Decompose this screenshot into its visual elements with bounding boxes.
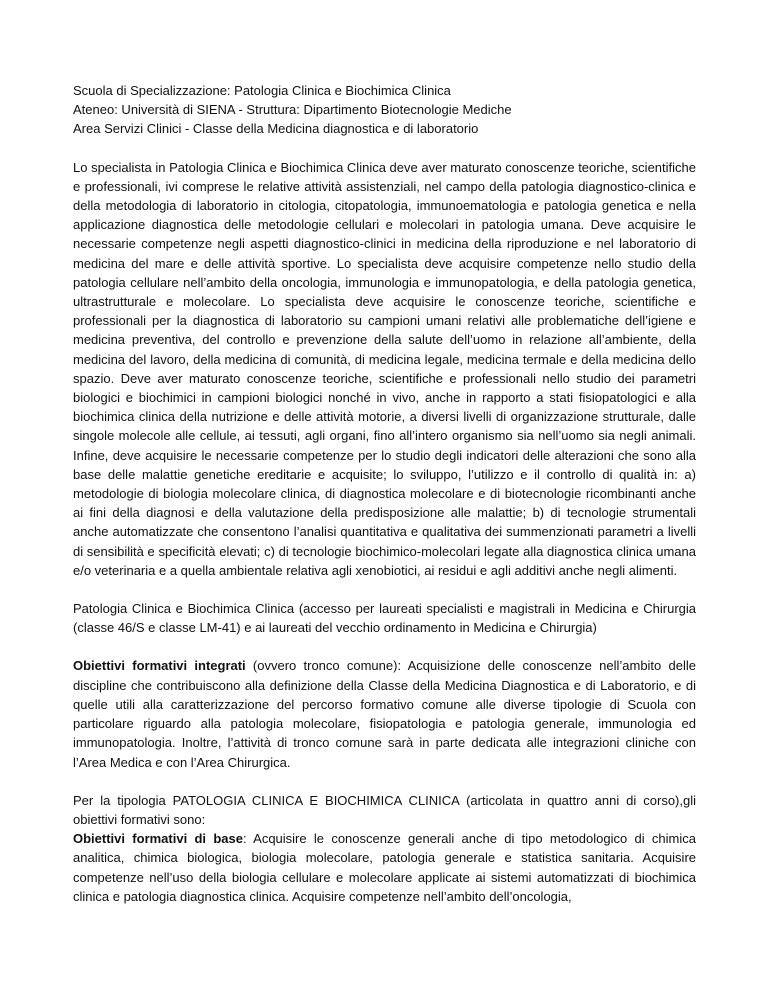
specialist-description-paragraph: Lo specialista in Patologia Clinica e Biochimica Clinica deve aver maturato conoscenze teoriche, scientifiche e professionali, ivi comprese le relative attività assistenziali, nel campo della patologia diagnostico-clinica e della metodologia di laboratorio in citologia, citopatologia, immunoematologia e patologia genetica e nella applicazione diagnostica delle metodologie cellulari e molecolari in patologia umana. Deve acquisire le necessarie competenze negli aspetti diagnostico-clinici in medicina della riproduzione e nel laboratorio di medicina del mare e delle attività sportive. Lo specialista deve acquisire competenze nello studio della patologia cellulare nell’ambito della oncologia, immunologia e immunopatologia, e della patologia genetica, ultrastrutturale e molecolare. Lo specialista deve acquisire le conoscenze teoriche, scientifiche e professionali per la diagnostica di laboratorio su campioni umani relativi alle problematiche dell’igiene e medicina preventiva, del controllo e prevenzione della salute dell’uomo in relazione all’ambiente, della medicina del lavoro, della medicina di comunità, di medicina legale, medicina termale e della medicina dello spazio. Deve aver maturato conoscenze teoriche, scientifiche e professionali nello studio dei parametri biologici e biochimici in campioni biologici nonché in vivo, anche in rapporto a stati fisiopatologici e alla biochimica clinica della nutrizione e delle attività motorie, a diversi livelli di organizzazione strutturale, dalle singole molecole alle cellule, ai tessuti, agli organi, fino all’intero organismo sia nell’uomo sia negli animali. Infine, deve acquisire le necessarie competenze per lo studio degli indicatori delle alterazioni che sono alla base delle malattie genetiche ereditarie e acquisite; lo sviluppo, l’utilizzo e il controllo di qualità in: a) metodologie di biologia molecolare clinica, di diagnostica molecolare e di biotecnologie ricombinanti anche ai fini della diagnosi e della valutazione della predisposizione alle malattie; b) di tecnologie strumentali anche automatizzate che consentono l’analisi quantitativa e qualitativa dei summenzionati parametri a livelli di sensibilità e specificità elevati; c) di tecnologie biochimico-molecolari legate alla diagnostica clinica umana e/o veterinaria e a quella ambientale relativa agli xenobiotici, ai residui e agli additivi anche negli alimenti.: [73, 159, 696, 578]
base-objectives-paragraph: [73, 829, 696, 906]
access-requirements-paragraph: Patologia Clinica e Biochimica Clinica (accesso per laureati specialisti e magistrali in Medicina e Chirurgia (classe 46/S e classe LM-41) e ai laureati del vecchio ordinamento in Medicina e Chirurgia): [73, 601, 696, 636]
integrated-objectives-heading: Obiettivi formativi integrati: [73, 658, 246, 674]
integrated-objectives-text: (ovvero tronco comune): Acquisizione delle conoscenze nell’ambito delle discipline che contribuiscono alla definizione della Classe della Medicina Diagnostica e di Laboratorio, e di quelle utili alla caratterizzazione del percorso formativo comune alle diverse tipologie di Scuola con particolare riguardo alla patologia molecolare, fisiopatologia e patologia generale, immunologia ed immunopatologia. Inoltre, l’attività di tronco comune sarà in parte dedicata alle integrazioni cliniche con l’Area Medica e con l’Area Chirurgica.: [73, 658, 696, 770]
school-title-line: Scuola di Specializzazione: Patologia Clinica e Biochimica Clinica: [73, 83, 451, 98]
integrated-objectives-paragraph: [73, 656, 696, 771]
base-objectives-text: : Acquisire le conoscenze generali anche di tipo metodologico di chimica analitica, chimica biologica, biologia molecolare, patologia generale e statistica sanitaria. Acquisire competenze nell’uso della biologia cellulare e molecolare applicate ai sistemi automatizzati di biochimica clinica e patologia diagnostica clinica. Acquisire competenze nell’ambito dell’oncologia,: [73, 831, 696, 904]
document-header: [73, 81, 696, 139]
university-line: Ateneo: Università di SIENA - Struttura: Dipartimento Biotecnologie Mediche: [73, 102, 512, 118]
typology-intro-paragraph: Per la tipologia PATOLOGIA CLINICA E BIOCHIMICA CLINICA (articolata in quattro anni di corso),gli obiettivi formativi sono:: [73, 792, 696, 827]
base-objectives-heading: Obiettivi formativi di base: [73, 831, 243, 847]
area-class-line: Area Servizi Clinici - Classe della Medicina diagnostica e di laboratorio: [73, 121, 479, 137]
document-page: [73, 81, 696, 906]
